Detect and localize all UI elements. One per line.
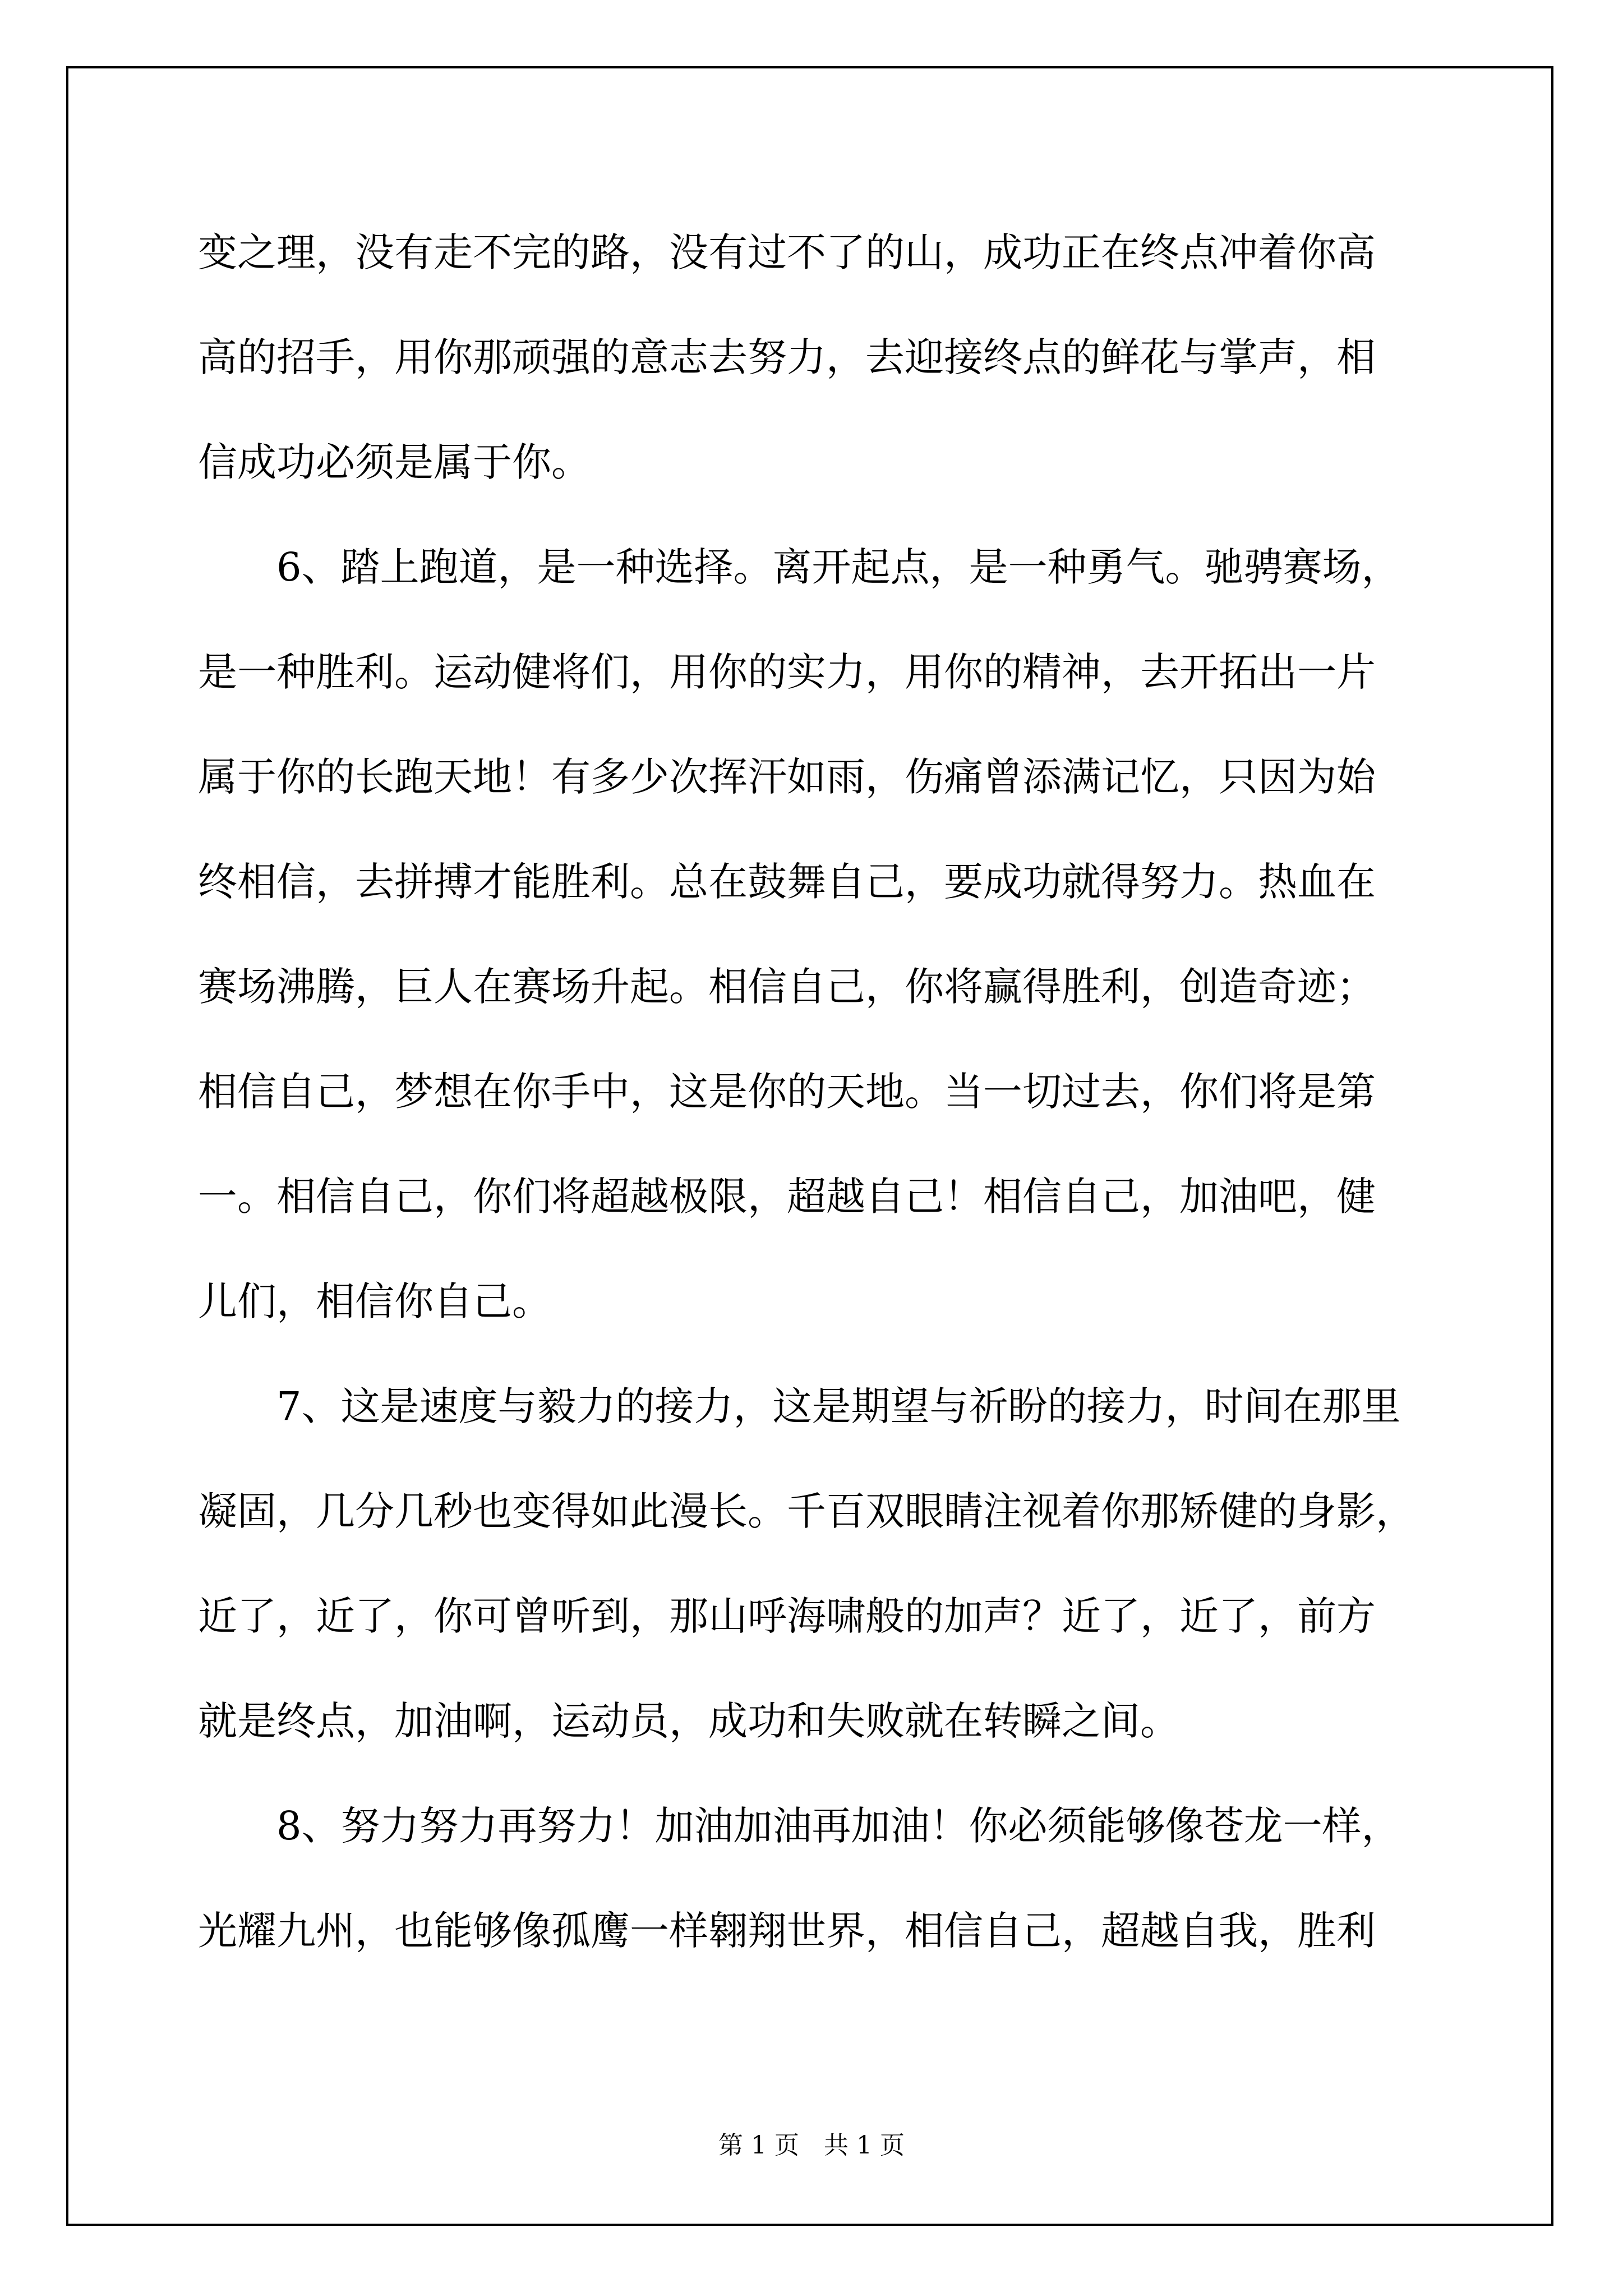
text-line: 是一种胜利。运动健将们，用你的实力，用你的精神，去开拓出一片 xyxy=(198,649,1376,695)
text-line: 7、这是速度与毅力的接力，这是期望与祈盼的接力，时间在那里 xyxy=(198,1383,1401,1429)
text-line: 信成功必须是属于你。 xyxy=(198,439,591,485)
text-line: 赛场沸腾，巨人在赛场升起。相信自己，你将赢得胜利，创造奇迹； xyxy=(198,964,1376,1010)
text-line: 8、努力努力再努力！加油加油再加油！你必须能够像苍龙一样， xyxy=(198,1803,1401,1849)
text-line: 相信自己，梦想在你手中，这是你的天地。当一切过去，你们将是第 xyxy=(198,1069,1376,1115)
text-line: 属于你的长跑天地！有多少次挥汗如雨，伤痛曾添满记忆，只因为始 xyxy=(198,754,1376,800)
page-border xyxy=(66,66,1553,2226)
text-line: 儿们，相信你自己。 xyxy=(198,1278,551,1324)
text-line: 6、踏上跑道，是一种选择。离开起点，是一种勇气。驰骋赛场， xyxy=(198,544,1401,590)
page-number-footer: 第 1 页 共 1 页 xyxy=(718,2131,905,2160)
text-line: 凝固，几分几秒也变得如此漫长。千百双眼睛注视着你那矫健的身影， xyxy=(198,1488,1415,1534)
text-line: 近了，近了，你可曾听到，那山呼海啸般的加声？近了，近了，前方 xyxy=(198,1593,1376,1639)
text-line: 终相信，去拼搏才能胜利。总在鼓舞自己，要成功就得努力。热血在 xyxy=(198,859,1376,905)
text-line: 就是终点，加油啊，运动员，成功和失败就在转瞬之间。 xyxy=(198,1698,1179,1744)
text-line: 变之理，没有走不完的路，没有过不了的山，成功正在终点冲着你高 xyxy=(198,229,1376,275)
text-line: 高的招手，用你那顽强的意志去努力，去迎接终点的鲜花与掌声，相 xyxy=(198,334,1376,380)
text-line: 一。相信自己，你们将超越极限，超越自己！相信自己，加油吧，健 xyxy=(198,1174,1376,1220)
text-line: 光耀九州，也能够像孤鹰一样翱翔世界，相信自己，超越自我，胜利 xyxy=(198,1908,1376,1954)
